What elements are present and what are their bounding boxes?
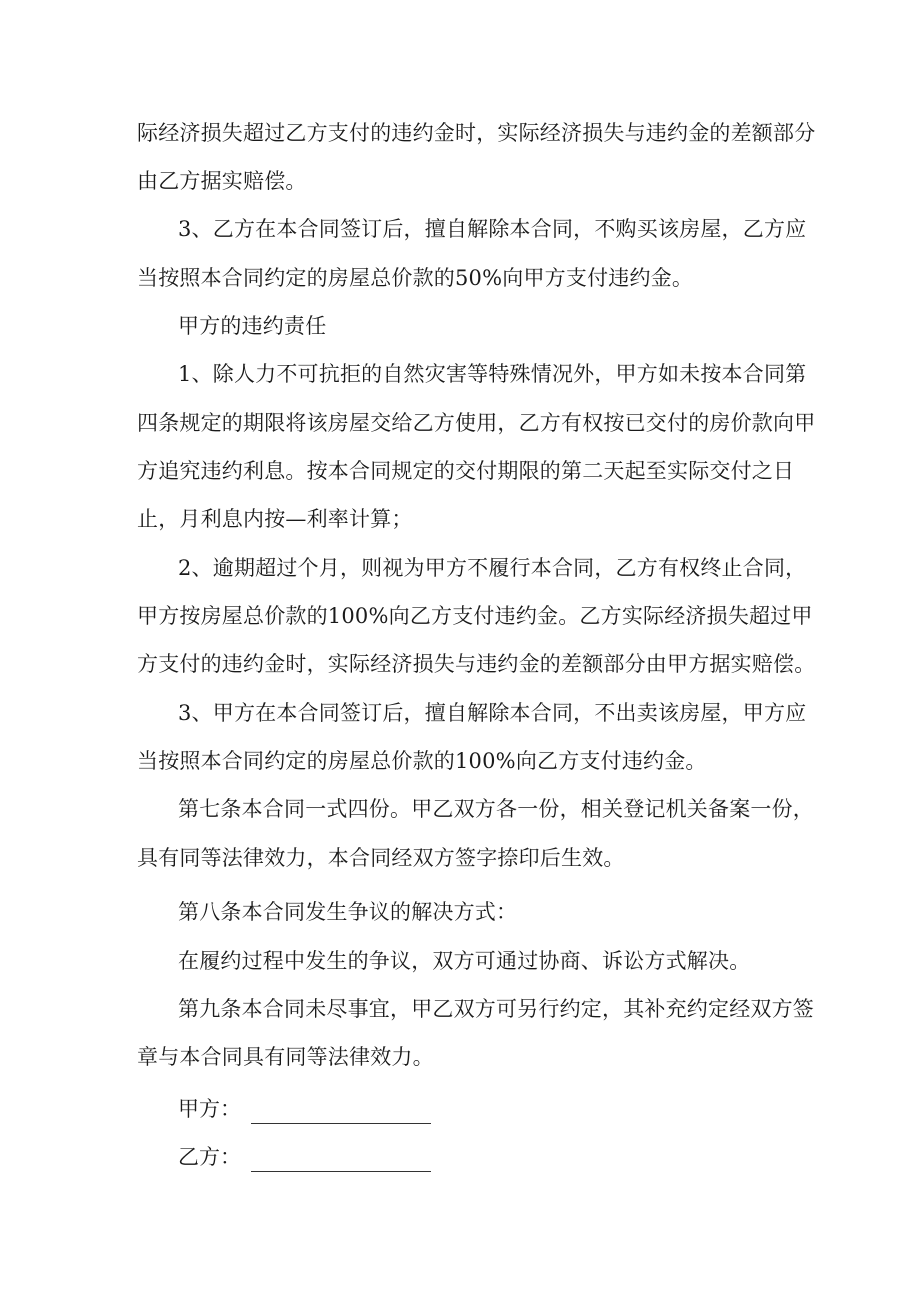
party-a-signature-line [251, 1101, 431, 1124]
party-b-label: 乙方： [178, 1145, 241, 1169]
paragraph-line: 第九条本合同未尽事宜，甲乙双方可另行约定，其补充约定经双方签 [178, 997, 814, 1021]
paragraph-line: 3、甲方在本合同签订后，擅自解除本合同，不出卖该房屋，甲方应 [178, 701, 807, 725]
paragraph-line: 2、逾期超过个月，则视为甲方不履行本合同，乙方有权终止合同， [178, 556, 807, 580]
paragraph-line: 止，月利息内按—利率计算； [137, 507, 413, 531]
paragraph-line: 具有同等法律效力，本合同经双方签字捺印后生效。 [137, 846, 625, 870]
party-b-signature-line [251, 1149, 431, 1172]
signature-party-a [178, 1094, 431, 1124]
paragraph-line: 在履约过程中发生的争议，双方可通过协商、诉讼方式解决。 [178, 949, 751, 973]
paragraph-line: 甲方按房屋总价款的100%向乙方支付违约金。乙方实际经济损失超过甲 [137, 604, 813, 628]
section-heading: 甲方的违约责任 [178, 314, 327, 338]
paragraph-line: 方支付的违约金时，实际经济损失与违约金的差额部分由甲方据实赔偿。 [137, 652, 816, 676]
paragraph-line: 章与本合同具有同等法律效力。 [137, 1045, 434, 1069]
party-a-label: 甲方： [178, 1097, 241, 1121]
paragraph-line: 由乙方据实赔偿。 [137, 169, 307, 193]
paragraph-line: 当按照本合同约定的房屋总价款的100%向乙方支付违约金。 [137, 749, 707, 773]
signature-party-b [178, 1142, 431, 1172]
paragraph-line: 第七条本合同一式四份。甲乙双方各一份，相关登记机关备案一份， [178, 797, 814, 821]
paragraph-line: 1、除人力不可抗拒的自然灾害等特殊情况外，甲方如未按本合同第 [178, 362, 807, 386]
paragraph-line: 第八条本合同发生争议的解决方式： [178, 900, 518, 924]
paragraph-line: 当按照本合同约定的房屋总价款的50%向甲方支付违约金。 [137, 266, 694, 290]
paragraph-line: 四条规定的期限将该房屋交给乙方使用，乙方有权按已交付的房价款向甲 [137, 411, 816, 435]
paragraph-line: 际经济损失超过乙方支付的违约金时，实际经济损失与违约金的差额部分 [137, 121, 816, 145]
paragraph-line: 方追究违约利息。按本合同规定的交付期限的第二天起至实际交付之日 [137, 459, 795, 483]
paragraph-line: 3、乙方在本合同签订后，擅自解除本合同，不购买该房屋，乙方应 [178, 217, 807, 241]
